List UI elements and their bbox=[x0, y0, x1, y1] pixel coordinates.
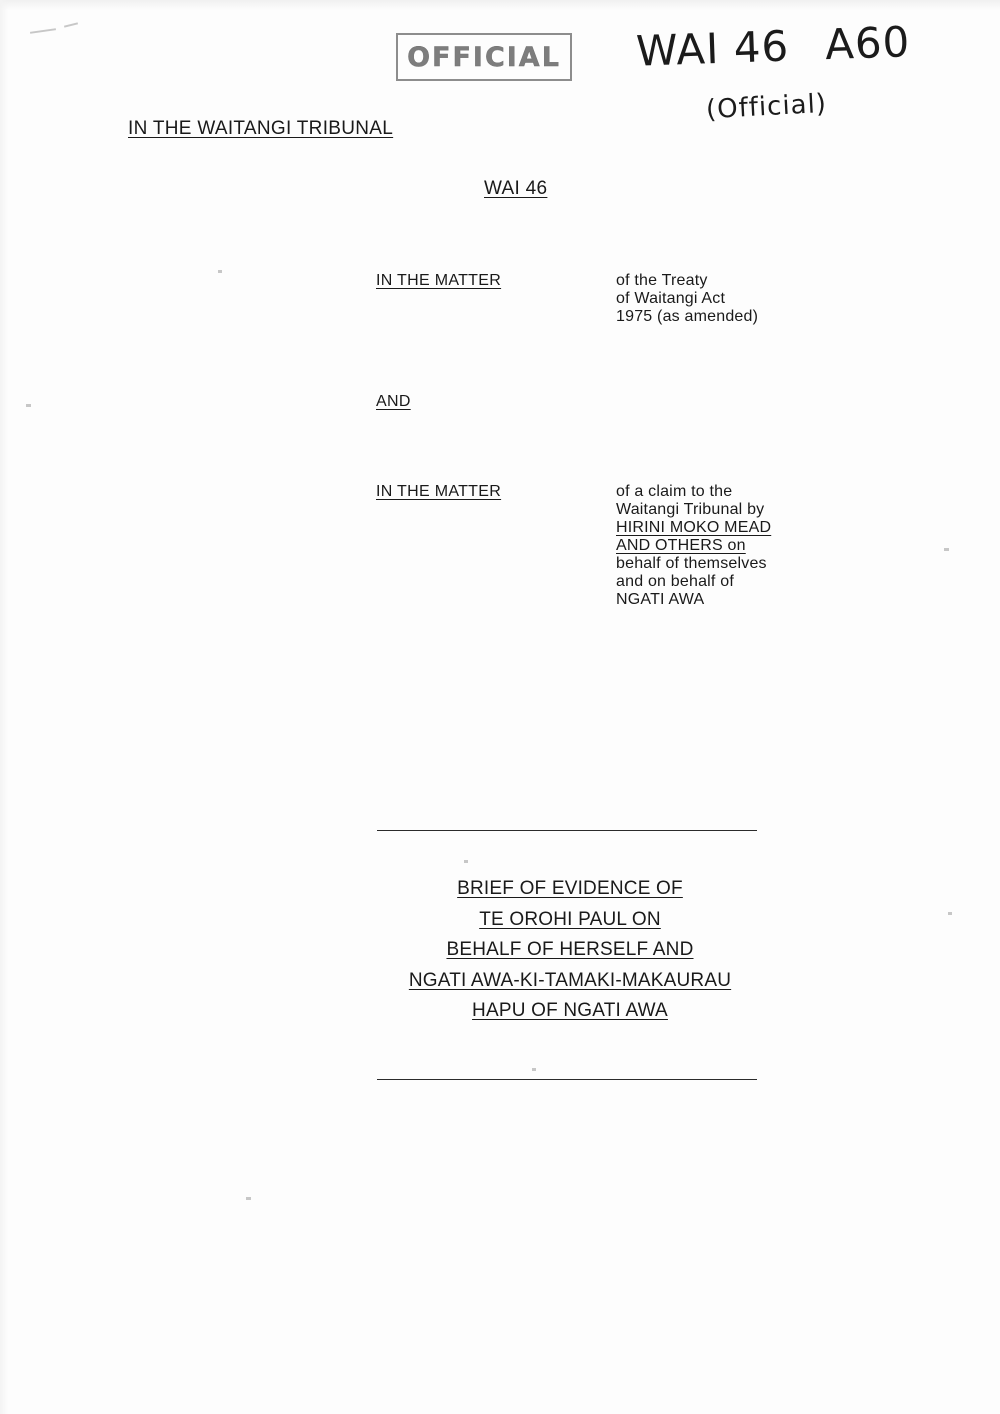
scan-speck bbox=[532, 1068, 536, 1071]
document-title-line: TE OROHI PAUL ON bbox=[479, 908, 661, 930]
matter-one-text bbox=[616, 272, 876, 326]
wai-number: WAI 46 bbox=[484, 178, 548, 199]
matter-two-line-claimant: HIRINI MOKO MEAD bbox=[616, 519, 772, 536]
scan-speck bbox=[246, 1197, 251, 1200]
scan-edge-top bbox=[0, 0, 1000, 10]
matter-one-line: of the Treaty bbox=[616, 272, 708, 289]
scan-speck bbox=[948, 912, 952, 915]
matter-two-line: of a claim to the bbox=[616, 483, 733, 500]
matter-two-label: IN THE MATTER bbox=[376, 483, 502, 500]
official-stamp-label: OFFICIAL bbox=[407, 41, 561, 73]
tribunal-heading: IN THE WAITANGI TRIBUNAL bbox=[128, 118, 394, 139]
scan-speck bbox=[26, 404, 31, 407]
document-title bbox=[380, 874, 760, 1027]
matter-one-line: of Waitangi Act bbox=[616, 290, 726, 307]
handwritten-annotation: (Official) bbox=[705, 88, 828, 126]
divider-bottom bbox=[377, 1079, 757, 1080]
handwritten-reference-code: A60 bbox=[824, 17, 912, 70]
matter-two-line: and on behalf of bbox=[616, 573, 734, 590]
document-title-line: BRIEF OF EVIDENCE OF bbox=[457, 878, 683, 899]
matter-two-line-others bbox=[616, 537, 876, 555]
handwritten-reference-wai: WAI 46 bbox=[635, 21, 791, 76]
divider-top bbox=[377, 830, 757, 831]
official-stamp bbox=[396, 33, 572, 81]
handwritten-reference bbox=[635, 17, 911, 76]
document-title-line: BEHALF OF HERSELF AND bbox=[446, 939, 694, 960]
matter-two-others-underlined: AND OTHERS on bbox=[616, 537, 746, 554]
matter-one-label: IN THE MATTER bbox=[376, 272, 502, 289]
matter-one-line: 1975 (as amended) bbox=[616, 308, 759, 325]
scan-speck bbox=[464, 860, 468, 863]
matter-two-line-iwi: NGATI AWA bbox=[616, 591, 705, 608]
scan-speck bbox=[944, 548, 949, 551]
scan-speck bbox=[30, 28, 56, 34]
scan-edge-left bbox=[0, 0, 8, 1414]
matter-two-text bbox=[616, 483, 876, 609]
document-title-line: NGATI AWA-KI-TAMAKI-MAKAURAU bbox=[408, 969, 732, 991]
matter-two-line: behalf of themselves bbox=[616, 555, 767, 572]
matter-two-line: Waitangi Tribunal by bbox=[616, 501, 765, 518]
conjunction-label: AND bbox=[376, 393, 411, 410]
scan-speck bbox=[218, 270, 222, 273]
scan-speck bbox=[64, 22, 78, 27]
document-title-line: HAPU OF NGATI AWA bbox=[472, 1000, 668, 1021]
